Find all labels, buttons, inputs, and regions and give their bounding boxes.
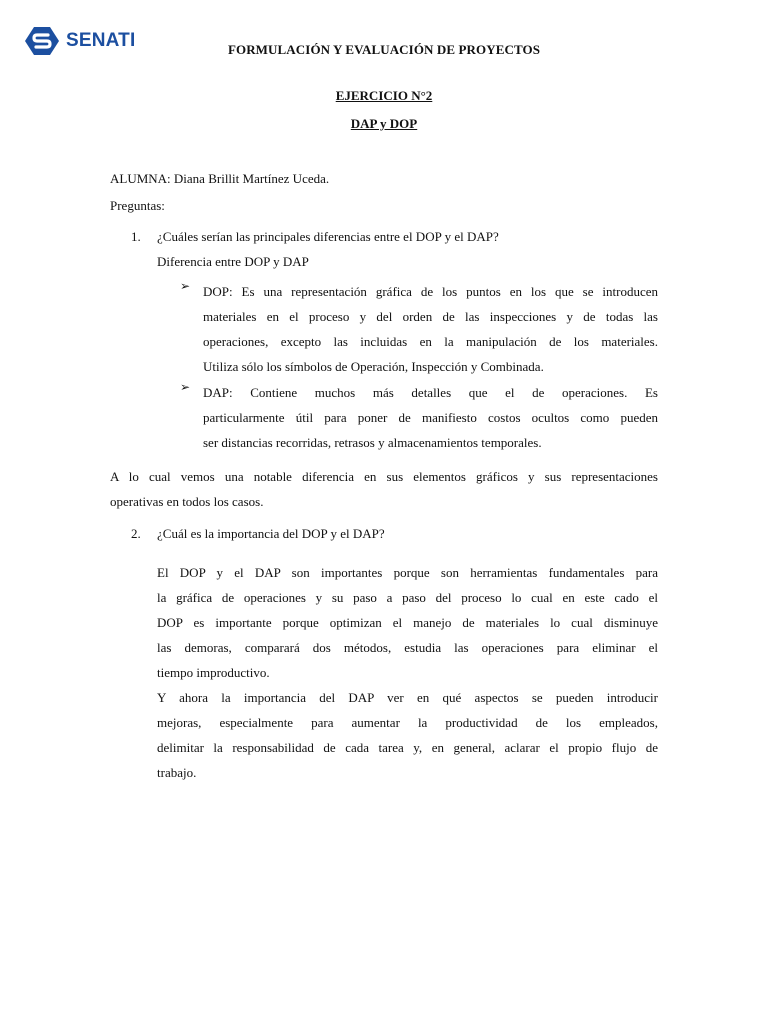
question-1-subheading: Diferencia entre DOP y DAP [157, 254, 309, 269]
logo-text: SENATI [66, 30, 136, 51]
conclusion-paragraph [110, 464, 658, 514]
text-line: operaciones, excepto las incluidas en la manipulación de los materiales. [203, 334, 658, 349]
question-2-number: 2. [131, 526, 141, 541]
course-title: FORMULACIÓN Y EVALUACIÓN DE PROYECTOS [227, 42, 541, 57]
text-line: trabajo. [157, 765, 197, 780]
questions-label: Preguntas: [110, 198, 165, 213]
student-name: ALUMNA: Diana Brillit Martínez Uceda. [110, 171, 330, 186]
arrow-bullet-icon: ➢ [180, 380, 191, 394]
text-line: las demoras, comparará dos métodos, estudia las operaciones para eliminar el [157, 640, 658, 655]
question-1-number: 1. [131, 229, 141, 244]
text-line: materiales en el proceso y del orden de las inspecciones y de todas las [203, 309, 658, 324]
text-line: A lo cual vemos una notable diferencia en sus elementos gráficos y sus representaciones [110, 469, 658, 484]
text-line: DOP es importante porque optimizan el manejo de materiales lo cual disminuye [157, 615, 658, 630]
text-line: Utiliza sólo los símbolos de Operación, Inspección y Combinada. [203, 359, 544, 374]
text-line: tiempo improductivo. [157, 665, 270, 680]
answer-2-paragraph-2 [157, 685, 658, 785]
exercise-title: EJERCICIO N°2 [335, 88, 433, 103]
question-2-text: ¿Cuál es la importancia del DOP y el DAP? [157, 526, 385, 541]
text-line: particularmente útil para poner de manifiesto costos ocultos como pueden [203, 410, 658, 425]
text-line: El DOP y el DAP son importantes porque son herramientas fundamentales para [157, 565, 658, 580]
exercise-subtitle: DAP y DOP [350, 116, 418, 131]
text-line: mejoras, especialmente para aumentar la productividad de los empleados, [157, 715, 658, 730]
text-line: ser distancias recorridas, retrasos y almacenamientos temporales. [203, 435, 542, 450]
text-line: DOP: Es una representación gráfica de los puntos en los que se introducen [203, 284, 658, 299]
text-line: operativas en todos los casos. [110, 494, 264, 509]
text-line: DAP: Contiene muchos más detalles que el de operaciones. Es [203, 385, 658, 400]
text-line: delimitar la responsabilidad de cada tarea y, en general, aclarar el propio flujo de [157, 740, 658, 755]
bullet-dap-paragraph [203, 380, 658, 455]
question-1-text: ¿Cuáles serían las principales diferencias entre el DOP y el DAP? [157, 229, 499, 244]
answer-2-paragraph-1 [157, 560, 658, 685]
text-line: la gráfica de operaciones y su paso a paso del proceso lo cual en este cado el [157, 590, 658, 605]
arrow-bullet-icon: ➢ [180, 279, 191, 293]
text-line: Y ahora la importancia del DAP ver en qué aspectos se pueden introducir [157, 690, 658, 705]
bullet-dop-paragraph [203, 279, 658, 379]
